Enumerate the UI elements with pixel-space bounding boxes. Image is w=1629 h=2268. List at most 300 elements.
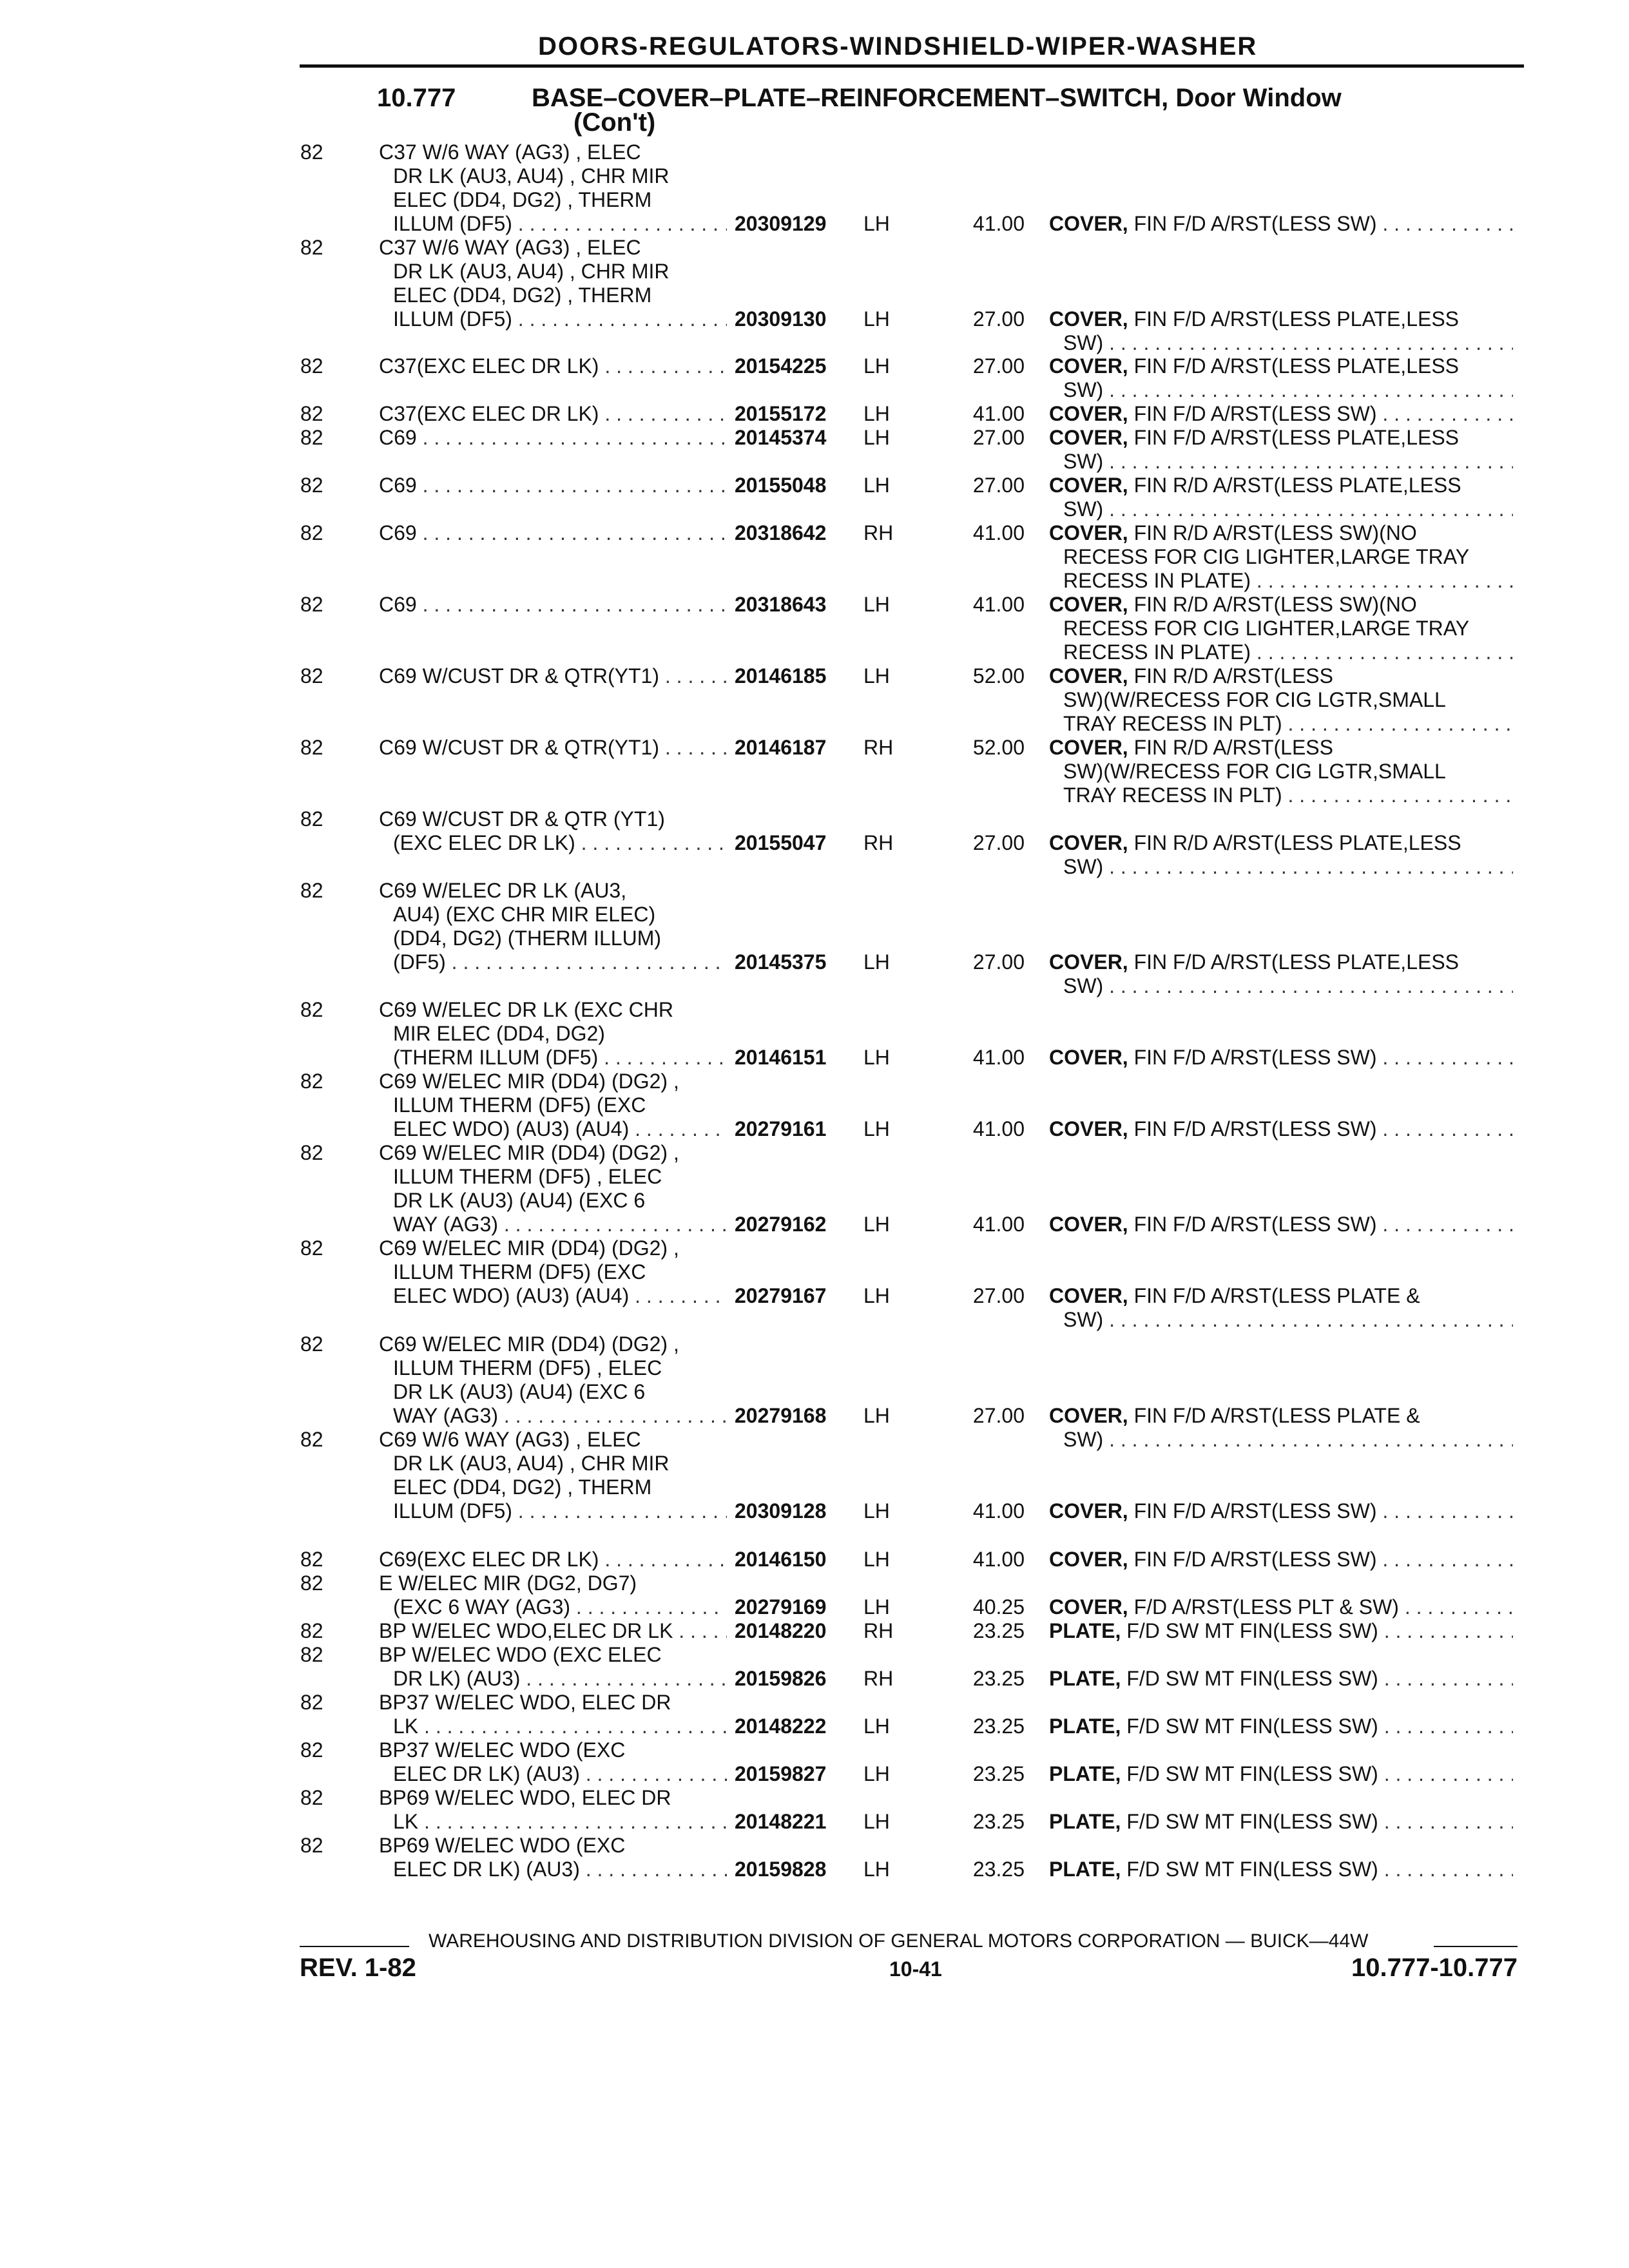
part-name [1049,307,1513,355]
part-name-line [1049,1619,1513,1643]
model-year: 82 [300,426,323,449]
model-year: 82 [300,474,323,497]
part-name-line [1049,1858,1513,1881]
list-price: 41.00 [972,1548,1025,1571]
side-indicator: LH [863,426,890,449]
part-number: 20159826 [735,1667,827,1690]
part-name-text: FIN R/D A/RST(LESS [1133,736,1333,759]
part-name-text: SW) [1063,1308,1104,1331]
part-name-line [1049,497,1513,521]
part-name [1049,1667,1513,1691]
description-line: C69 W/ELEC MIR (DD4) (DG2) , [379,1070,679,1093]
model-year: 82 [300,1571,323,1595]
model-year: 82 [300,1691,323,1714]
part-name-line [1049,1595,1513,1619]
part-name [1049,664,1513,736]
part-name-text: SW) [1063,378,1104,401]
part-number: 20146150 [735,1548,827,1571]
page-footer [300,1927,1518,1984]
part-name-text: FIN F/D A/RST(LESS SW) [1133,1117,1377,1140]
part-name-text: SW) [1063,855,1104,878]
model-year: 82 [300,521,323,544]
side-indicator: LH [863,1046,890,1069]
part-name-text: RECESS FOR CIG LIGHTER,LARGE TRAY [1063,617,1470,640]
part-name [1049,1117,1513,1141]
usage-description [379,879,727,974]
part-name-text: F/D A/RST(LESS PLT & SW) [1133,1595,1399,1619]
model-year: 82 [300,1786,323,1809]
side-indicator: LH [863,1858,890,1881]
part-name-line [1049,760,1513,783]
part-name-text: FIN R/D A/RST(LESS [1133,664,1333,687]
part-type: COVER, [1049,1404,1128,1427]
description-line: ILLUM (DF5) . . . [379,212,727,236]
description-line: DR LK) (AU3) . . . [379,1667,727,1691]
part-name-line [1049,855,1513,879]
part-name-line [1049,1213,1513,1236]
part-number: 20279168 [735,1404,827,1427]
part-name-text: F/D SW MT FIN(LESS SW) [1126,1762,1378,1785]
description-line: C69 . . . [379,426,727,450]
side-indicator: LH [863,354,890,378]
part-type: COVER, [1049,1548,1128,1571]
part-name-text: SW) [1063,450,1104,473]
part-number: 20159827 [735,1762,827,1785]
part-name-line [1049,354,1513,378]
part-name-text: FIN F/D A/RST(LESS PLATE & [1133,1284,1420,1307]
part-type: COVER, [1049,1117,1128,1140]
list-price: 41.00 [972,402,1025,425]
footer-publisher: WAREHOUSING AND DISTRIBUTION DIVISION OF GENERAL MOTORS CORPORATION — BUICK—44W [429,1930,1369,1952]
usage-description [379,1691,727,1738]
part-number: 20309128 [735,1499,827,1523]
description-line: C69 W/CUST DR & QTR(YT1) . . . [379,736,727,760]
description-line: C69 W/ELEC DR LK (EXC CHR [379,998,673,1021]
part-name-text: FIN F/D A/RST(LESS PLATE & [1133,1404,1420,1427]
part-name-line [1049,378,1513,402]
description-line: DR LK (AU3, AU4) , CHR MIR [393,164,670,187]
part-number: 20146187 [735,736,827,759]
list-price: 52.00 [972,736,1025,759]
usage-description [379,1141,727,1236]
description-line: WAY (AG3) . . . [379,1404,727,1428]
side-indicator: RH [863,1619,894,1642]
usage-description [379,1428,727,1523]
description-line: (EXC ELEC DR LK) . . . [379,831,727,855]
list-price: 27.00 [972,474,1025,497]
section-range: 10.777-10.777 [1351,1954,1518,1982]
part-type: COVER, [1049,1046,1128,1069]
usage-description [379,521,727,545]
part-name [1049,1046,1513,1070]
list-price: 41.00 [972,593,1025,616]
list-price: 23.25 [972,1715,1025,1738]
list-price: 41.00 [972,1046,1025,1069]
description-line: C69 . . . [379,521,727,545]
part-type: COVER, [1049,950,1128,974]
side-indicator: LH [863,1715,890,1738]
part-type: COVER, [1049,212,1128,235]
part-name [1049,1858,1513,1881]
side-indicator: LH [863,1595,890,1619]
description-line: C69 . . . [379,474,727,497]
part-type: COVER, [1049,474,1128,497]
part-name-line [1049,1810,1513,1834]
model-year: 82 [300,1834,323,1857]
part-number: 20309129 [735,212,827,235]
description-line: LK . . . [379,1715,727,1738]
side-indicator: LH [863,1117,890,1140]
list-price: 27.00 [972,307,1025,331]
description-line: DR LK (AU3) (AU4) (EXC 6 [393,1380,646,1403]
usage-description [379,140,727,236]
description-line: BP37 W/ELEC WDO (EXC [379,1738,626,1762]
description-line: C69 W/CUST DR & QTR (YT1) [379,807,665,831]
part-name-text: FIN F/D A/RST(LESS SW) [1133,1213,1377,1236]
list-price: 23.25 [972,1762,1025,1785]
part-name-text: FIN F/D A/RST(LESS PLATE,LESS [1133,950,1460,974]
part-name [1049,1499,1513,1523]
part-number: 20318643 [735,593,827,616]
part-name-text: FIN F/D A/RST(LESS SW) [1133,402,1377,425]
part-name-text: FIN F/D A/RST(LESS SW) [1133,1548,1377,1571]
part-type: COVER, [1049,736,1128,759]
part-name-text: SW) [1063,1428,1104,1451]
part-name [1049,1762,1513,1786]
part-name [1049,212,1513,236]
part-name-line [1049,950,1513,974]
list-price: 23.25 [972,1667,1025,1690]
description-line: BP69 W/ELEC WDO (EXC [379,1834,626,1857]
part-name-line [1049,712,1513,736]
part-name-line [1049,1499,1513,1523]
description-line: ILLUM THERM (DF5) , ELEC [393,1165,662,1188]
usage-description [379,474,727,497]
description-line: LK . . . [379,1810,727,1834]
part-number: 20148220 [735,1619,827,1642]
part-name-line [1049,1117,1513,1141]
list-price: 41.00 [972,1213,1025,1236]
usage-description [379,736,727,760]
description-line: (DD4, DG2) (THERM ILLUM) [393,927,662,950]
part-name [1049,1404,1513,1452]
description-line: C37(EXC ELEC DR LK) . . . [379,402,727,426]
side-indicator: RH [863,736,894,759]
part-name-line [1049,1548,1513,1571]
description-line: WAY (AG3) . . . [379,1213,727,1236]
part-name-text: FIN F/D A/RST(LESS SW) [1133,1499,1377,1523]
part-name-line [1049,593,1513,617]
part-name [1049,474,1513,521]
description-line: C37(EXC ELEC DR LK) . . . [379,354,727,378]
model-year: 82 [300,1619,323,1642]
part-type: PLATE, [1049,1810,1121,1833]
part-name-text: RECESS IN PLATE) [1063,640,1251,664]
list-price: 23.25 [972,1858,1025,1881]
usage-description [379,1548,727,1571]
side-indicator: RH [863,521,894,544]
part-name-line [1049,545,1513,569]
part-name-line [1049,640,1513,664]
description-line: E W/ELEC MIR (DG2, DG7) [379,1571,637,1595]
part-type: PLATE, [1049,1667,1121,1690]
description-line: C69 . . . [379,593,727,617]
description-line: AU4) (EXC CHR MIR ELEC) [393,903,656,926]
part-type: PLATE, [1049,1858,1121,1881]
list-price: 27.00 [972,1284,1025,1307]
description-line: C69 W/6 WAY (AG3) , ELEC [379,1428,641,1451]
model-year: 82 [300,354,323,378]
part-name-text: RECESS IN PLATE) [1063,569,1251,592]
part-name-line [1049,1762,1513,1786]
part-name [1049,736,1513,807]
part-number: 20148222 [735,1715,827,1738]
part-name-line [1049,664,1513,688]
part-name [1049,1548,1513,1571]
description-line: C69 W/ELEC MIR (DD4) (DG2) , [379,1236,679,1260]
part-name-line [1049,1667,1513,1691]
part-number: 20279167 [735,1284,827,1307]
page-title: DOORS-REGULATORS-WINDSHIELD-WIPER-WASHER [538,32,1258,61]
part-number: 20154225 [735,354,827,378]
part-number: 20279169 [735,1595,827,1619]
list-price: 41.00 [972,1117,1025,1140]
revision-label: REV. 1-82 [300,1954,416,1982]
part-number: 20155048 [735,474,827,497]
model-year: 82 [300,879,323,902]
part-name-line [1049,1308,1513,1332]
part-type: COVER, [1049,426,1128,449]
part-type: COVER, [1049,664,1128,687]
part-name-line [1049,426,1513,450]
description-line: (DF5) . . . [379,950,727,974]
part-name-line [1049,331,1513,355]
model-year: 82 [300,140,323,164]
footer-rule-left [300,1946,409,1947]
part-name [1049,402,1513,426]
part-type: COVER, [1049,521,1128,544]
part-name-line [1049,1284,1513,1308]
side-indicator: LH [863,950,890,974]
part-name-text: FIN F/D A/RST(LESS SW) [1133,1046,1377,1069]
model-year: 82 [300,807,323,831]
part-name [1049,1595,1513,1619]
side-indicator: RH [863,1667,894,1690]
description-line: C69 W/ELEC MIR (DD4) (DG2) , [379,1141,679,1164]
description-line: DR LK (AU3, AU4) , CHR MIR [393,260,670,283]
usage-description [379,354,727,378]
usage-description [379,1738,727,1786]
model-year: 82 [300,1070,323,1093]
description-line: BP W/ELEC WDO (EXC ELEC [379,1643,662,1666]
list-price: 23.25 [972,1619,1025,1642]
list-price: 27.00 [972,831,1025,854]
usage-description [379,1643,727,1691]
side-indicator: LH [863,474,890,497]
description-line: C37 W/6 WAY (AG3) , ELEC [379,236,641,259]
model-year: 82 [300,402,323,425]
side-indicator: LH [863,1404,890,1427]
part-type: COVER, [1049,1499,1128,1523]
usage-description [379,426,727,450]
part-name-text: FIN F/D A/RST(LESS PLATE,LESS [1133,426,1460,449]
part-number: 20318642 [735,521,827,544]
part-name-text: SW) [1063,497,1104,521]
part-number: 20148221 [735,1810,827,1833]
part-name-text: F/D SW MT FIN(LESS SW) [1126,1619,1378,1642]
part-name-text: SW) [1063,331,1104,354]
part-type: COVER, [1049,402,1128,425]
usage-description [379,1786,727,1834]
description-line: ILLUM THERM (DF5) , ELEC [393,1356,662,1379]
part-number: 20145375 [735,950,827,974]
part-name [1049,1213,1513,1236]
model-year: 82 [300,593,323,616]
usage-description [379,1571,727,1619]
description-line: C69 W/ELEC DR LK (AU3, [379,879,627,902]
model-year: 82 [300,664,323,687]
part-name-text: FIN R/D A/RST(LESS SW)(NO [1133,521,1417,544]
part-name-text: FIN R/D A/RST(LESS PLATE,LESS [1133,831,1461,854]
part-name-text: TRAY RECESS IN PLT) [1063,712,1282,735]
part-number: 20155172 [735,402,827,425]
list-price: 41.00 [972,212,1025,235]
part-name-line [1049,617,1513,640]
description-line: (THERM ILLUM (DF5) . . . [379,1046,727,1070]
side-indicator: LH [863,1284,890,1307]
usage-description [379,402,727,426]
usage-description [379,998,727,1070]
list-price: 52.00 [972,664,1025,687]
usage-description [379,1236,727,1308]
model-year: 82 [300,1738,323,1762]
description-line: DR LK (AU3) (AU4) (EXC 6 [393,1189,646,1212]
part-type: PLATE, [1049,1715,1121,1738]
part-number: 20146151 [735,1046,827,1069]
part-name-text: SW)(W/RECESS FOR CIG LGTR,SMALL [1063,760,1446,783]
side-indicator: LH [863,402,890,425]
list-price: 27.00 [972,1404,1025,1427]
part-name-line [1049,974,1513,998]
part-name-line [1049,831,1513,855]
model-year: 82 [300,236,323,259]
usage-description [379,664,727,688]
part-name [1049,593,1513,664]
list-price: 40.25 [972,1595,1025,1619]
part-name [1049,521,1513,593]
section-number: 10.777 [377,84,456,112]
part-type: COVER, [1049,1595,1128,1619]
description-line: BP37 W/ELEC WDO, ELEC DR [379,1691,671,1714]
part-name-line [1049,1428,1513,1452]
side-indicator: LH [863,307,890,331]
part-name-line [1049,783,1513,807]
part-type: COVER, [1049,1213,1128,1236]
model-year: 82 [300,998,323,1021]
description-line: ELEC (DD4, DG2) , THERM [393,284,652,307]
part-name-text: FIN R/D A/RST(LESS PLATE,LESS [1133,474,1461,497]
model-year: 82 [300,736,323,759]
part-name-line [1049,212,1513,236]
part-type: COVER, [1049,593,1128,616]
part-name-text: FIN F/D A/RST(LESS SW) [1133,212,1377,235]
description-line: (EXC 6 WAY (AG3) . . . [379,1595,727,1619]
model-year: 82 [300,1428,323,1451]
part-name [1049,426,1513,474]
part-name-line [1049,402,1513,426]
part-name-text: F/D SW MT FIN(LESS SW) [1126,1667,1378,1690]
part-name-text: SW) [1063,974,1104,997]
part-name-text: RECESS FOR CIG LIGHTER,LARGE TRAY [1063,545,1470,568]
side-indicator: LH [863,1762,890,1785]
part-name-text: FIN F/D A/RST(LESS PLATE,LESS [1133,354,1460,378]
side-indicator: LH [863,593,890,616]
section-subtitle: (Con't) [574,108,656,137]
usage-description [379,1834,727,1881]
model-year: 82 [300,1643,323,1666]
description-line: ILLUM (DF5) . . . [379,1499,727,1523]
part-name [1049,950,1513,998]
part-name [1049,1810,1513,1834]
part-name-text: FIN R/D A/RST(LESS SW)(NO [1133,593,1417,616]
side-indicator: LH [863,1499,890,1523]
side-indicator: LH [863,212,890,235]
side-indicator: LH [863,1810,890,1833]
section-title: BASE–COVER–PLATE–REINFORCEMENT–SWITCH, Door Window [532,84,1342,112]
part-name [1049,354,1513,402]
list-price: 27.00 [972,426,1025,449]
usage-description [379,1619,727,1643]
part-type: COVER, [1049,831,1128,854]
description-line: DR LK (AU3, AU4) , CHR MIR [393,1452,670,1475]
part-name [1049,1619,1513,1643]
usage-description [379,807,727,855]
part-type: PLATE, [1049,1762,1121,1785]
part-number: 20146185 [735,664,827,687]
part-name-line [1049,569,1513,593]
list-price: 27.00 [972,354,1025,378]
list-price: 27.00 [972,950,1025,974]
usage-description [379,593,727,617]
part-name-text: FIN F/D A/RST(LESS PLATE,LESS [1133,307,1460,331]
page-number: 10-41 [889,1957,942,1981]
part-type: COVER, [1049,1284,1128,1307]
part-number: 20279161 [735,1117,827,1140]
list-price: 23.25 [972,1810,1025,1833]
model-year: 82 [300,1236,323,1260]
part-name-line [1049,1046,1513,1070]
description-line: C69 W/ELEC MIR (DD4) (DG2) , [379,1332,679,1356]
usage-description [379,1070,727,1141]
description-line: ILLUM THERM (DF5) (EXC [393,1260,646,1283]
description-line: ELEC DR LK) (AU3) . . . [379,1762,727,1786]
description-line: ELEC WDO) (AU3) (AU4) . . . [379,1284,727,1308]
part-number: 20155047 [735,831,827,854]
description-line: BP W/ELEC WDO,ELEC DR LK . . . [379,1619,727,1643]
footer-rule-right [1434,1946,1518,1947]
description-line: ELEC (DD4, DG2) , THERM [393,1475,652,1499]
part-name [1049,831,1513,879]
part-type: COVER, [1049,307,1128,331]
model-year: 82 [300,1548,323,1571]
description-line: ELEC WDO) (AU3) (AU4) . . . [379,1117,727,1141]
part-name-line [1049,1715,1513,1738]
list-price: 41.00 [972,1499,1025,1523]
usage-description [379,236,727,331]
description-line: ILLUM (DF5) . . . [379,307,727,331]
part-name-line [1049,307,1513,331]
part-name-text: SW)(W/RECESS FOR CIG LGTR,SMALL [1063,688,1446,711]
